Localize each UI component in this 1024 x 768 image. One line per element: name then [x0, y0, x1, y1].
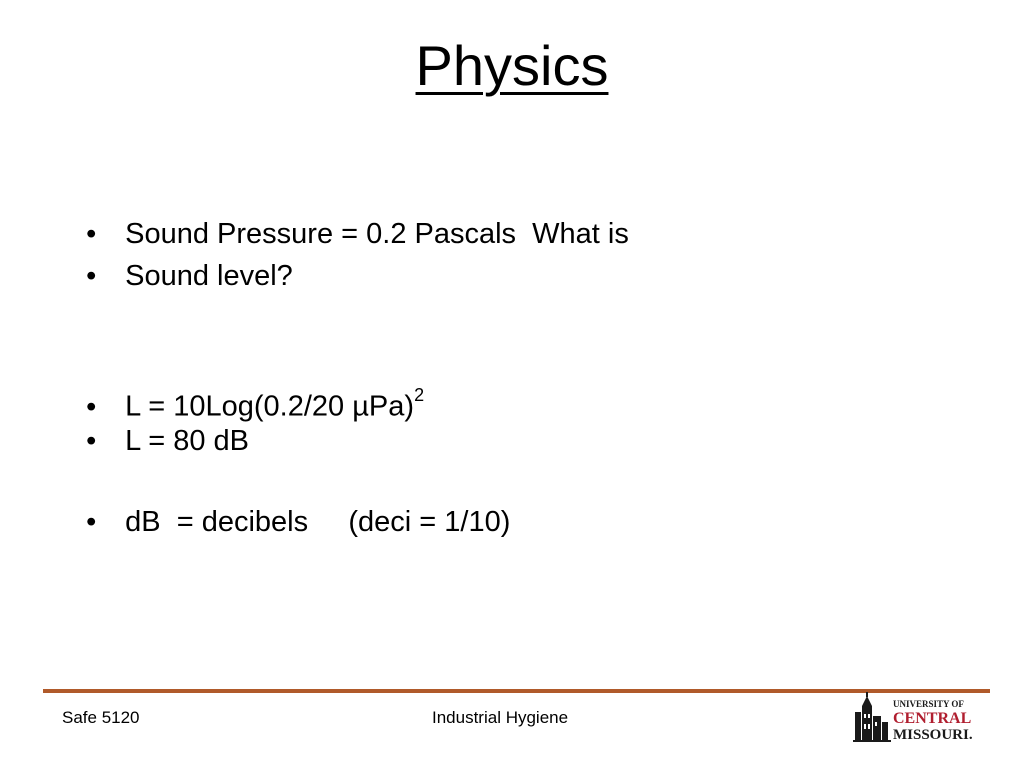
bullet-marker: •: [86, 425, 97, 457]
bullet-text: L = 80 dB: [125, 425, 250, 457]
university-logo: [853, 692, 973, 744]
footer-course: Safe 5120: [62, 708, 140, 727]
bullet-marker: •: [86, 506, 97, 538]
bullet-marker: •: [86, 390, 97, 423]
bullet-text: Sound Pressure = 0.2 Pascals What is: [125, 218, 629, 250]
bullet-text: dB = decibels (deci = 1/10): [125, 506, 511, 538]
slide-title: Physics: [415, 34, 609, 97]
bullet-text: Sound level?: [125, 260, 293, 292]
logo-text-line2: CENTRAL: [893, 710, 972, 727]
bullet-text: L = 10Log(0.2/20 µPa): [125, 390, 415, 423]
bullet-item: [70, 468, 510, 540]
logo-text-line3: MISSOURI.: [893, 727, 973, 743]
logo-text-line1: UNIVERSITY OF: [893, 699, 964, 709]
bullet-marker: •: [86, 260, 97, 292]
footer-divider: [43, 689, 990, 693]
bullet-marker: •: [86, 218, 97, 250]
superscript: 2: [414, 385, 425, 405]
bullet-item: [70, 222, 293, 294]
footer-topic: Industrial Hygiene: [432, 708, 569, 727]
bullet-item: [70, 387, 249, 459]
